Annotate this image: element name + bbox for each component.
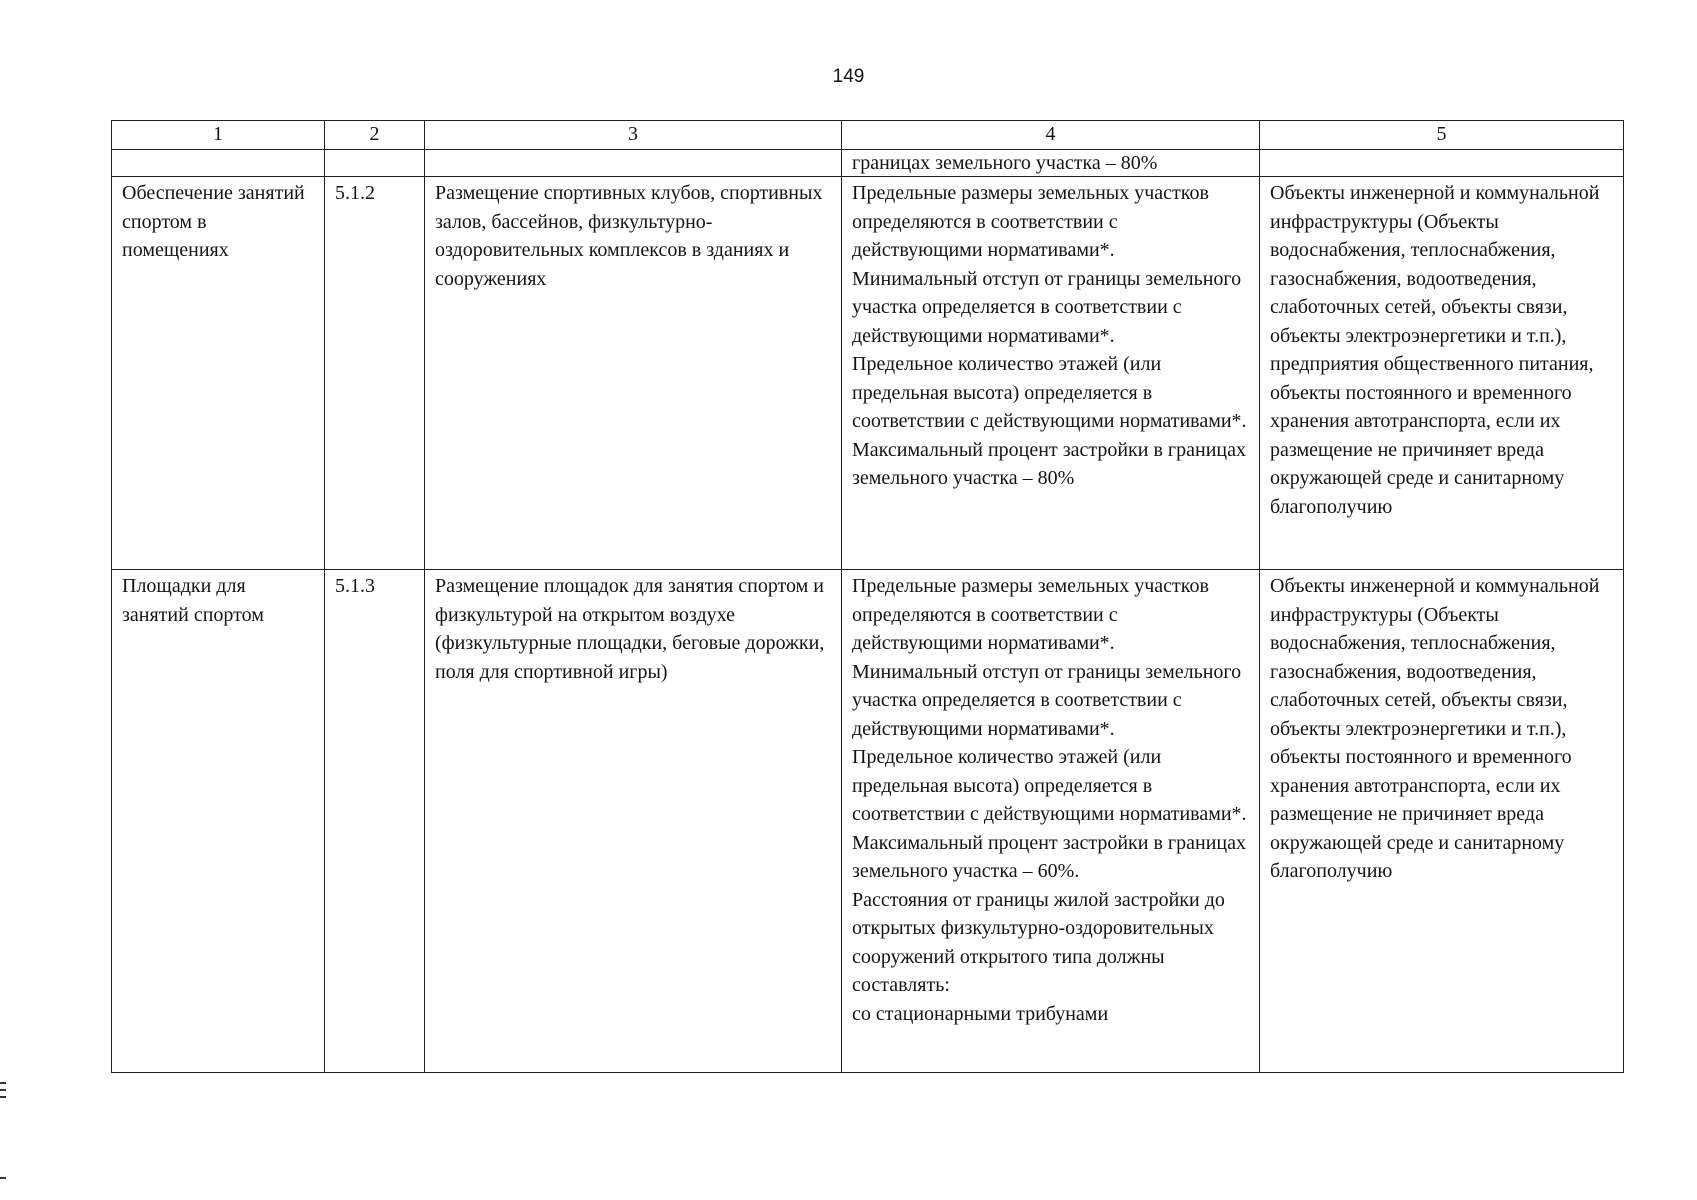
parameter-paragraph: Предельные размеры земельных участков определяются в соответствии с действующими нормативами*. <box>852 182 1209 261</box>
use-type-code-cell: 5.1.3 <box>325 570 425 1073</box>
column-header: 3 <box>425 121 842 150</box>
continuation-row <box>112 150 1624 177</box>
table-row <box>112 570 1624 1073</box>
zoning-table <box>111 120 1624 1073</box>
use-type-description-cell: Размещение площадок для занятия спортом и физкультурой на открытом воздухе (физкультурные площадки, беговые дорожки, поля для спортивной игры) <box>425 570 842 1073</box>
scan-edge-mark <box>0 1089 6 1091</box>
parameter-paragraph: Предельное количество этажей (или предельная высота) определяется в соответствии с действующими нормативами*. <box>852 353 1247 432</box>
auxiliary-uses-cell: Объекты инженерной и коммунальной инфраструктуры (Объекты водоснабжения, теплоснабжения, газоснабжения, водоотведения, слаботочных сетей, объекты связи, объекты электроэнергетики и т.п.), предприятия общественного питания, объекты постоянного и временного хранения автотранспорта, если их размещение не причиняет вреда окружающей среде и санитарному благополучию <box>1260 177 1624 570</box>
parameters-cell <box>842 570 1260 1073</box>
auxiliary-uses-cell: Объекты инженерной и коммунальной инфраструктуры (Объекты водоснабжения, теплоснабжения, газоснабжения, водоотведения, слаботочных сетей, объекты связи, объекты электроэнергетики и т.п.), объекты постоянного и временного хранения автотранспорта, если их размещение не причиняет вреда окружающей среде и санитарному благополучию <box>1260 570 1624 1073</box>
column-header: 5 <box>1260 121 1624 150</box>
continued-parameter-cell: границах земельного участка – 80% <box>842 150 1260 177</box>
table-cell <box>112 150 325 177</box>
column-header: 4 <box>842 121 1260 150</box>
use-type-description-cell: Размещение спортивных клубов, спортивных залов, бассейнов, физкультурно-оздоровительных комплексов в зданиях и сооружениях <box>425 177 842 570</box>
column-header: 1 <box>112 121 325 150</box>
use-type-code-cell: 5.1.2 <box>325 177 425 570</box>
table-header-row <box>112 121 1624 150</box>
scan-edge-mark <box>0 1082 6 1084</box>
parameter-paragraph: со стационарными трибунами <box>852 1002 1109 1025</box>
scan-edge-mark <box>0 1096 6 1098</box>
parameter-paragraph: Предельные размеры земельных участков определяются в соответствии с действующими нормативами*. <box>852 575 1209 654</box>
parameter-paragraph: Максимальный процент застройки в границах земельного участка – 60%. <box>852 831 1246 882</box>
scan-edge-mark <box>0 1177 6 1179</box>
use-type-name-cell: Обеспечение занятий спортом в помещениях <box>112 177 325 570</box>
parameter-paragraph: Минимальный отступ от границы земельного участка определяется в соответствии с действующими нормативами*. <box>852 267 1242 347</box>
table-cell <box>1260 150 1624 177</box>
parameters-cell <box>842 177 1260 570</box>
column-header: 2 <box>325 121 425 150</box>
parameter-paragraph: Расстояния от границы жилой застройки до открытых физкультурно-оздоровительных сооружений открытого типа должны составлять: <box>852 888 1225 996</box>
table-row <box>112 177 1624 570</box>
parameter-paragraph: Предельное количество этажей (или предельная высота) определяется в соответствии с действующими нормативами*. <box>852 746 1247 825</box>
parameter-paragraph: Минимальный отступ от границы земельного участка определяется в соответствии с действующими нормативами*. <box>852 660 1242 740</box>
use-type-name-cell: Площадки для занятий спортом <box>112 570 325 1073</box>
table-cell <box>425 150 842 177</box>
page-number: 149 <box>832 66 865 87</box>
parameter-paragraph: Максимальный процент застройки в границах земельного участка – 80% <box>852 438 1246 489</box>
table-cell <box>325 150 425 177</box>
